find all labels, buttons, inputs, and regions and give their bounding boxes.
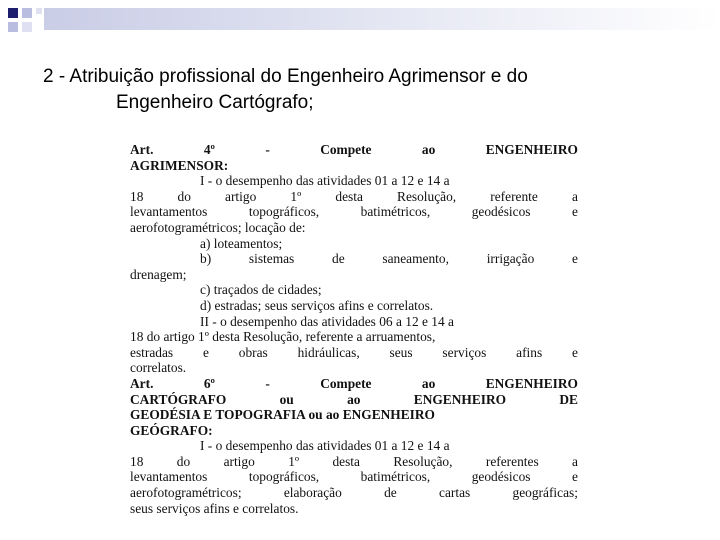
document-word: do	[176, 453, 191, 469]
document-word: 4º	[203, 142, 215, 157]
document-word: 18	[130, 453, 144, 469]
document-word: 18	[130, 188, 144, 204]
document-line: drenagem;	[130, 266, 187, 282]
document-line: AGRIMENSOR:	[130, 157, 229, 173]
document-line	[130, 251, 578, 267]
slide-heading	[43, 64, 703, 116]
scanned-resolution-text	[130, 142, 578, 516]
document-word: topográficos,	[248, 204, 320, 220]
document-word: serviços	[442, 344, 487, 360]
document-line: GEODÉSIA E TOPOGRAFIA ou ao ENGENHEIRO	[130, 407, 435, 423]
document-line	[130, 454, 578, 470]
document-word: ao	[421, 375, 436, 391]
document-word: batimétricos,	[360, 204, 431, 220]
document-word: e	[572, 204, 578, 220]
document-line	[130, 345, 578, 361]
document-line	[130, 485, 578, 501]
document-word: -	[265, 142, 270, 157]
document-word: referentes	[485, 453, 539, 469]
heading-line-1: 2 - Atribuição profissional do Engenheiro Agrimensor e do	[43, 66, 528, 87]
document-word: ao	[421, 142, 436, 157]
document-line	[130, 376, 578, 392]
document-line: II - o desempenho das atividades 06 a 12 e 14 a	[200, 313, 454, 329]
document-word: levantamentos	[130, 204, 208, 220]
document-word: Resolução,	[397, 188, 457, 204]
document-word: Resolução,	[393, 453, 453, 469]
document-word: elaboração	[283, 485, 342, 501]
document-line: GEÓGRAFO:	[130, 422, 213, 438]
document-word: e	[202, 344, 209, 360]
document-word: estradas	[130, 344, 174, 360]
document-line	[130, 189, 578, 205]
document-word: batimétricos,	[360, 469, 431, 485]
document-word: 1º	[290, 188, 302, 204]
corner-decoration	[0, 0, 720, 40]
document-line: d) estradas; seus serviços afins e correlatos.	[200, 297, 434, 313]
document-word: ENGENHEIRO	[485, 375, 578, 391]
document-word: de	[332, 251, 345, 267]
document-line: aerofotogramétricos; locação de:	[130, 219, 306, 235]
document-word: do	[177, 188, 191, 204]
document-word: e	[572, 251, 578, 267]
document-word: irrigação	[486, 251, 535, 267]
document-word: Art.	[130, 375, 154, 391]
document-word: artigo	[223, 453, 255, 469]
document-word: desta	[332, 453, 360, 469]
heading-line-2: Engenheiro Cartógrafo;	[116, 92, 314, 113]
document-word: de	[384, 485, 397, 501]
document-word: -	[265, 375, 270, 391]
document-word: referente	[490, 188, 538, 204]
document-word: hidráulicas,	[297, 344, 360, 360]
document-line	[130, 204, 578, 220]
document-word: 6º	[203, 375, 215, 391]
document-word: ou	[279, 391, 294, 407]
document-word: topográficos,	[248, 469, 320, 485]
document-word: saneamento,	[382, 251, 449, 267]
document-word: e	[572, 469, 578, 485]
document-word: Art.	[130, 142, 154, 157]
document-word: sistemas	[248, 251, 295, 267]
document-line: 18 do artigo 1º desta Resolução, referente a arruamentos,	[130, 329, 436, 345]
document-word: a	[571, 188, 578, 204]
document-line: correlatos.	[130, 360, 187, 376]
document-word: a	[572, 453, 578, 469]
document-word: afins	[516, 344, 543, 360]
document-word: geográficas;	[512, 485, 578, 501]
document-word: ENGENHEIRO	[413, 391, 507, 407]
document-word: artigo	[225, 188, 257, 204]
document-word: CARTÓGRAFO	[130, 391, 227, 407]
document-word: Compete	[320, 142, 372, 157]
document-line: I - o desempenho das atividades 01 a 12 e 14 a	[200, 438, 450, 454]
document-line	[130, 469, 578, 485]
document-word: geodésicos	[471, 469, 531, 485]
document-word: cartas	[439, 485, 471, 501]
document-word: seus	[389, 344, 413, 360]
document-line	[130, 392, 578, 408]
document-word: geodésicos	[471, 204, 531, 220]
document-word: DE	[559, 391, 578, 407]
document-word: e	[572, 344, 578, 360]
document-line: a) loteamentos;	[200, 235, 283, 251]
document-line: seus serviços afins e correlatos.	[130, 500, 299, 516]
document-line	[130, 142, 578, 158]
document-word: desta	[335, 188, 363, 204]
document-word: ao	[347, 391, 361, 407]
document-word: 1º	[288, 453, 300, 469]
document-word: levantamentos	[130, 469, 208, 485]
document-word: Compete	[320, 375, 372, 391]
document-word: b)	[200, 251, 212, 267]
document-word: ENGENHEIRO	[485, 142, 578, 157]
document-line: c) traçados de cidades;	[200, 282, 322, 298]
document-line: I - o desempenho das atividades 01 a 12 e 14 a	[200, 173, 450, 189]
document-word: obras	[238, 344, 268, 360]
document-word: aerofotogramétricos;	[130, 485, 242, 501]
